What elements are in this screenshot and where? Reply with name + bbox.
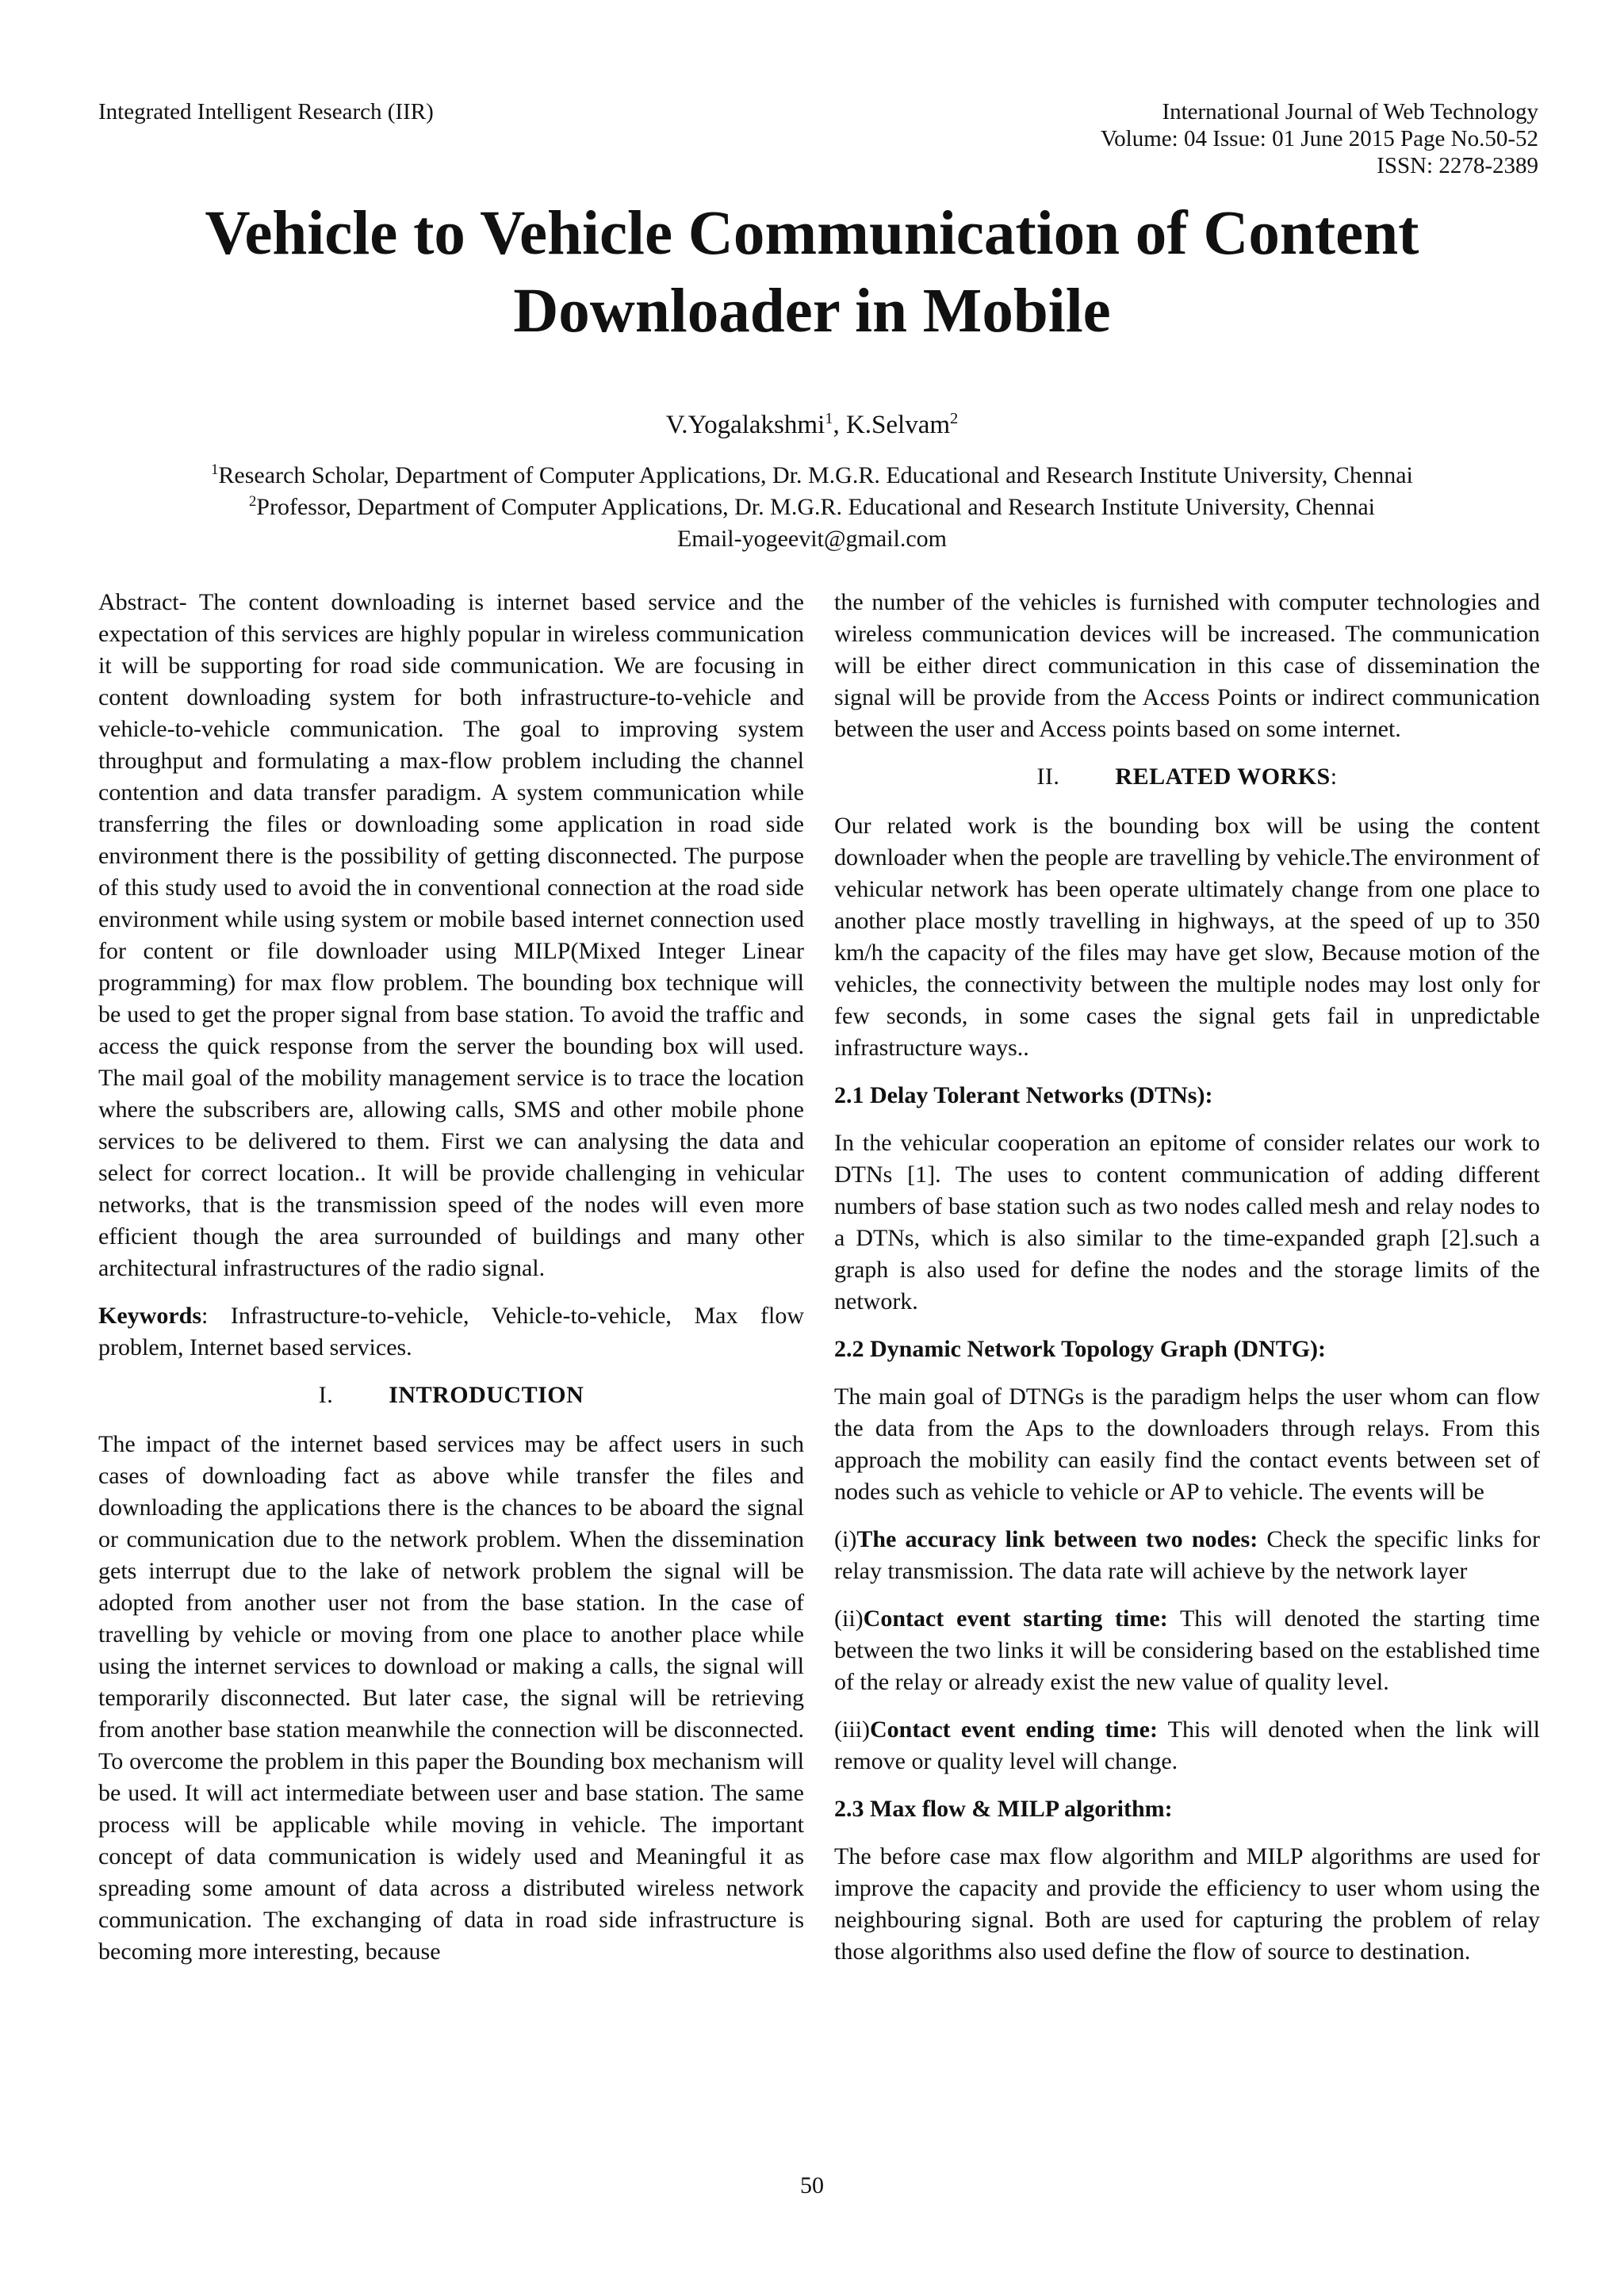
keywords-paragraph (98, 1300, 804, 1364)
journal-issn: ISSN: 2278-2389 (1377, 153, 1538, 178)
keywords-text: : Infrastructure-to-vehicle, Vehicle-to-vehicle, Max flow problem, Internet based services. (98, 1303, 804, 1360)
dtn-paragraph: In the vehicular cooperation an epitome of consider relates our work to DTNs [1]. The uses to content communication of adding different numbers of base station such as two nodes called mesh and relay nodes to a DTNs, which is also similar to the time-expanded graph [2].such a graph is also used for define the nodes and the storage limits of the network. (834, 1130, 1540, 1314)
affiliations (0, 460, 1624, 555)
journal-info (825, 98, 1538, 179)
affiliation-1-marker: 1 (211, 461, 219, 478)
section-number: II. (1036, 763, 1060, 790)
related-works-paragraph: Our related work is the bounding box will be using the content downloader when the people are travelling by vehicle.The environment of vehicular network has been operate ultimately change from one place to another place mostly travelling in highways, at the speed of up to 350 km/h the capacity of the files may have get slow, Because motion of the vehicles, the connectivity between the multiple nodes may lost only for few seconds, in some cases the signal gets fail in unpredictable infrastructure ways.. (834, 813, 1540, 1061)
author-1: V.Yogalakshmi (665, 411, 825, 439)
introduction-continued-paragraph: the number of the vehicles is furnished with computer technologies and wireless communication devices will be increased. The communication will be either direct communication in this case of dissemination the signal will be provide from the Access Points or indirect communication between the user and Access points based on some internet. (834, 589, 1540, 742)
affiliation-2-marker: 2 (248, 493, 257, 510)
journal-volume-issue: Volume: 04 Issue: 01 June 2015 Page No.50-52 (1100, 126, 1538, 151)
affiliation-1: $^1$Research Scholar, Department of Computer Applications, Dr. M.G.R. Educational and Research Institute University, Chennai (211, 461, 1413, 488)
section-title: INTRODUCTION (389, 1382, 584, 1408)
paper-title-line-1: Vehicle to Vehicle Communication of Content (205, 199, 1419, 268)
abstract-paragraph: Abstract- The content downloading is internet based service and the expectation of this services are highly popular in wireless communication it will be supporting for road side communication. We are focusing in content downloading system for both infrastructure-to-vehicle and vehicle-to-vehicle communication. The goal to improving system throughput and formulating a max-flow problem including the channel contention and data transfer paradigm. A system communication while transferring the files or downloading some application in road side environment there is the possibility of getting disconnected. The purpose of this study used to avoid the in conventional connection at the road side environment while using system or mobile based internet connection used for content or file downloader using MILP(Mixed Integer Linear programming) for max flow problem. The bounding box technique will be used to get the proper signal from base station. To avoid the traffic and access the quick response from the server the bounding box will used. The mail goal of the mobility management service is to trace the location where the subscribers are, allowing calls, SMS and other mobile phone services to be delivered to them. First we can analysing the data and select for correct location.. It will be provide challenging in vehicular networks, that is the transmission speed of the nodes will even more efficient though the area surrounded of buildings and many other architectural infrastructures of the radio signal. (98, 589, 804, 1281)
dntg-paragraph: The main goal of DTNGs is the paradigm helps the user whom can flow the data from the Aps to the downloaders through relays. From this approach the mobility can easily find the contact events between set of nodes such as vehicle to vehicle or AP to vehicle. The events will be (834, 1383, 1540, 1505)
journal-publisher: Integrated Intelligent Research (IIR) (98, 99, 434, 124)
author-separator: , (833, 411, 846, 439)
journal-name: International Journal of Web Technology (1162, 99, 1538, 124)
author-email: Email-yogeevit@gmail.com (676, 526, 948, 552)
page-number: 50 (800, 2172, 824, 2198)
affiliation-2: $^2$Professor, Department of Computer Applications, Dr. M.G.R. Educational and Research Institute University, Chennai (248, 493, 1376, 520)
author-2: K.Selvam (845, 411, 951, 439)
author-1-affil-marker: 1 (825, 410, 833, 427)
dntg-item-3: (iii)Contact event ending time: This will denoted when the link will remove or quality level will change. (834, 1716, 1541, 1774)
dntg-item-2: (ii)Contact event starting time: This will denoted the starting time between the two links it will be considering based on the established time of the relay or already exist the new value of quality level. (834, 1605, 1540, 1695)
paper-title-line-2: Downloader in Mobile (513, 277, 1111, 346)
left-column (98, 587, 804, 1968)
author-2-affil-marker: 2 (950, 410, 959, 427)
subsection-heading-maxflow: 2.3 Max flow & MILP algorithm: (834, 1796, 1173, 1822)
section-title-colon: : (1330, 763, 1338, 790)
keywords-label: Keywords (98, 1303, 201, 1329)
introduction-paragraph: The impact of the internet based services may be affect users in such cases of downloading fact as above while transfer the files and downloading the applications there is the chances to be aboard the signal or communication due to the network problem. When the dissemination gets interrupt due to the lake of network problem the signal will be adopted from another user not from the base station. In the case of travelling by vehicle or moving from one place to another place while using the internet services to download or making a calls, the signal will temporarily disconnected. But later case, the signal will be retrieving from another base station meanwhile the connection will be disconnected. To overcome the problem in this paper the Bounding box mechanism will be used. It will act intermediate between user and base station. The same process will be applicable while moving in vehicle. The important concept of data communication is widely used and Meaningful it as spreading some amount of data across a distributed wireless network communication. The exchanging of data in road side infrastructure is becoming more interesting, because (98, 1431, 804, 1965)
right-column (834, 587, 1540, 1968)
subsection-heading-dntg: 2.2 Dynamic Network Topology Graph (DNTG): (834, 1336, 1327, 1362)
dntg-item-1: (i)The accuracy link between two nodes: Check the specific links for relay transmission. The data rate will achieve by the network layer (834, 1526, 1540, 1584)
section-heading-introduction (98, 1380, 804, 1411)
paper-title (82, 195, 1542, 350)
maxflow-paragraph: The before case max flow algorithm and MILP algorithms are used for improve the capacity and provide the efficiency to user whom using the neighbouring signal. Both are used for capturing the problem of relay those algorithms also used define the flow of source to destination. (834, 1843, 1540, 1965)
author-list (0, 409, 1624, 441)
section-title: RELATED WORKS (1115, 763, 1331, 790)
section-heading-related-works (834, 761, 1540, 793)
section-number: I. (318, 1382, 334, 1408)
subsection-heading-dtn: 2.1 Delay Tolerant Networks (DTNs): (834, 1082, 1213, 1108)
